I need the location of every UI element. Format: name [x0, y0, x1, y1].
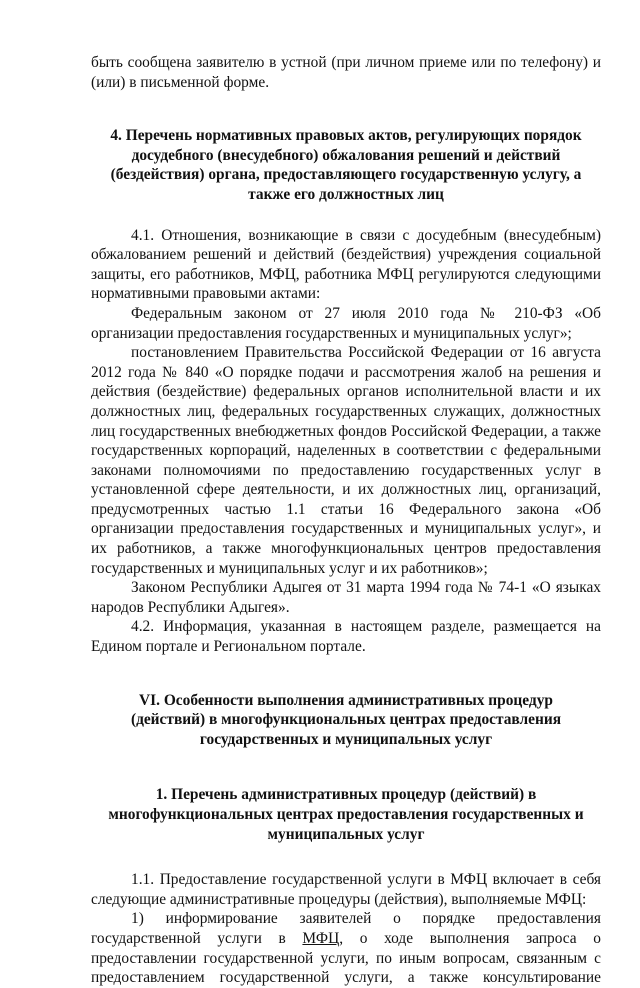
paragraph-decree-840: постановлением Правительства Российской Федерации от 16 августа 2012 года № 840 «О порядке подачи и рассмотрения жалоб на решения и действия (бездействие) федеральных органов исполнительной власти и их должностных лиц, федеральных государственных служащих, должностных лиц государственных внебюджетных фондов Российской Федерации, а также государственных корпораций, наделенных в соответствии с федеральными законами полномочиями по предоставлению государственных услуг в установленной сфере деятельности, и их должностных лиц, организаций, предусмотренных частью 1.1 статьи 16 Федерального закона «Об организации предоставления государственных и муниципальных услуг», и их работников, а также многофункциональных центров предоставления государственных и муниципальных услуг и их работников»;	[91, 344, 601, 577]
list-item-text: , о ходе выполнения запроса о	[339, 929, 602, 947]
heading-line: досудебного (внесудебного) обжалования решений и действий	[131, 146, 561, 164]
heading-line: муниципальных услуг	[267, 825, 425, 843]
heading-line: (бездействия) органа, предоставляющего государственную услугу, а	[110, 166, 582, 184]
paragraph-1-1: 1.1. Предоставление государственной услуги в МФЦ включает в себя следующие административные процедуры (действия), выполняемые МФЦ:	[91, 871, 601, 908]
list-item-word: 1)	[131, 910, 144, 928]
paragraph-4-1: 4.1. Отношения, возникающие в связи с досудебным (внесудебным) обжалованием решений и действий (бездействия) учреждения социальной защиты, его работников, МФЦ, работника МФЦ регулируются следующими нормативными правовыми актами:	[91, 226, 601, 303]
heading-line: многофункциональных центрах предоставления государственных и	[108, 806, 584, 823]
paragraph-adygea-law: Законом Республики Адыгея от 31 марта 1994 года № 74-1 «О языках народов Республики Адыгея».	[91, 579, 601, 616]
list-item-1-line-2	[91, 929, 601, 949]
heading-line: также его должностных лиц	[248, 185, 444, 203]
heading-section-6	[91, 691, 601, 750]
heading-line: VI. Особенности выполнения административных процедур	[139, 691, 553, 709]
mfc-underlined-text: МФЦ	[302, 929, 340, 947]
list-item-1-line-1	[91, 909, 601, 929]
paragraph-law-210: Федеральным законом от 27 июля 2010 года № 210-ФЗ «Об организации предоставления государственных и муниципальных услуг»;	[91, 304, 601, 342]
list-item-word: порядке	[422, 910, 476, 928]
heading-subsection-1	[91, 785, 601, 844]
heading-line: 4. Перечень нормативных правовых актов, регулирующих порядок	[110, 127, 582, 145]
list-item-word: о	[393, 910, 401, 928]
heading-line: государственных и муниципальных услуг	[199, 730, 493, 748]
paragraph-4-2: 4.2. Информация, указанная в настоящем разделе, размещается на Едином портале и Региональном портале.	[91, 618, 601, 656]
list-item-1-line-3: предоставлении государственной услуги, по иным вопросам, связанным с	[91, 949, 601, 967]
heading-section-4	[91, 126, 601, 204]
list-item-text: государственной услуги в	[91, 929, 303, 947]
heading-line: (действий) в многофункциональных центрах предоставления	[130, 711, 562, 729]
list-item-1	[91, 909, 601, 987]
paragraph-intro: быть сообщена заявителю в устной (при личном приеме или по телефону) и (или) в письменной форме.	[91, 54, 601, 91]
heading-line: 1. Перечень административных процедур (действий) в	[155, 786, 537, 804]
list-item-word: информирование	[165, 910, 278, 928]
list-item-word: предоставления	[496, 910, 601, 928]
list-item-1-line-4: предоставлением государственной услуги, а также консультирование	[91, 969, 601, 987]
list-item-word: заявителей	[299, 910, 372, 928]
